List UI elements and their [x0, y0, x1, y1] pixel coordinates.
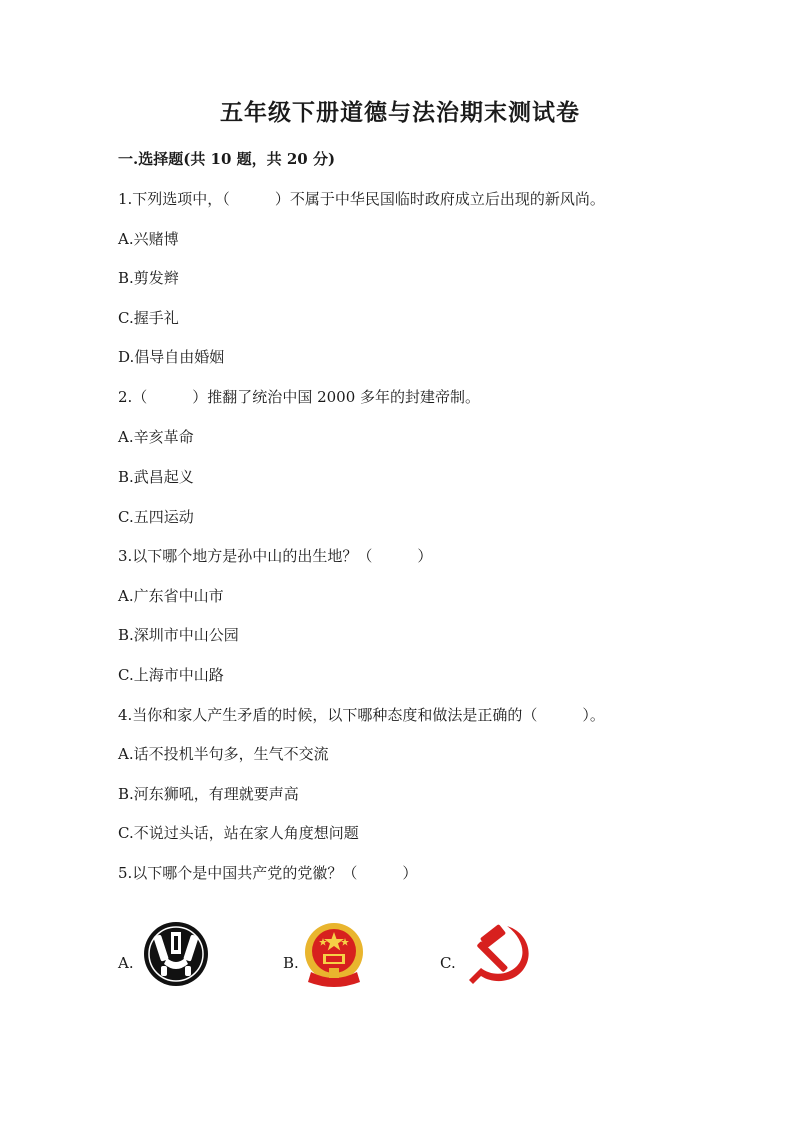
q4-option-a: A.话不投机半句多，生气不交流: [118, 745, 329, 763]
q5-option-b-label: B.: [283, 954, 299, 972]
hammer-sickle-icon: [467, 920, 539, 990]
q4-option-b: B.河东狮吼，有理就要声高: [118, 785, 299, 803]
q4-option-c: C.不说过头话，站在家人角度想问题: [118, 824, 359, 842]
page-title: 五年级下册道德与法治期末测试卷: [220, 99, 580, 126]
question-3: 3.以下哪个地方是孙中山的出生地？（ ）: [118, 547, 433, 565]
q1-option-b: B.剪发辫: [118, 269, 179, 287]
q1-option-c: C.握手礼: [118, 309, 179, 327]
q2-option-a: A.辛亥革命: [118, 428, 194, 446]
section-heading: 一.选择题(共 10 题，共 20 分): [118, 150, 336, 168]
q5-option-c-label: C.: [440, 954, 456, 972]
question-2: 2.（ ）推翻了统治中国 2000 多年的封建帝制。: [118, 388, 481, 406]
question-5: 5.以下哪个是中国共产党的党徽？（ ）: [118, 864, 418, 882]
q3-option-c: C.上海市中山路: [118, 666, 224, 684]
q1-option-d: D.倡导自由婚姻: [118, 348, 225, 366]
peking-university-emblem-icon: [143, 920, 209, 988]
q3-option-b: B.深圳市中山公园: [118, 626, 239, 644]
national-emblem-icon: [303, 920, 365, 990]
q2-option-b: B.武昌起义: [118, 468, 194, 486]
q3-option-a: A.广东省中山市: [118, 587, 224, 605]
q2-option-c: C.五四运动: [118, 508, 194, 526]
q1-option-a: A.兴赌博: [118, 230, 179, 248]
q5-option-a-label: A.: [118, 954, 134, 972]
question-4: 4.当你和家人产生矛盾的时候，以下哪种态度和做法是正确的（ ）。: [118, 706, 605, 724]
question-1: 1.下列选项中，（ ）不属于中华民国临时政府成立后出现的新风尚。: [118, 190, 605, 208]
